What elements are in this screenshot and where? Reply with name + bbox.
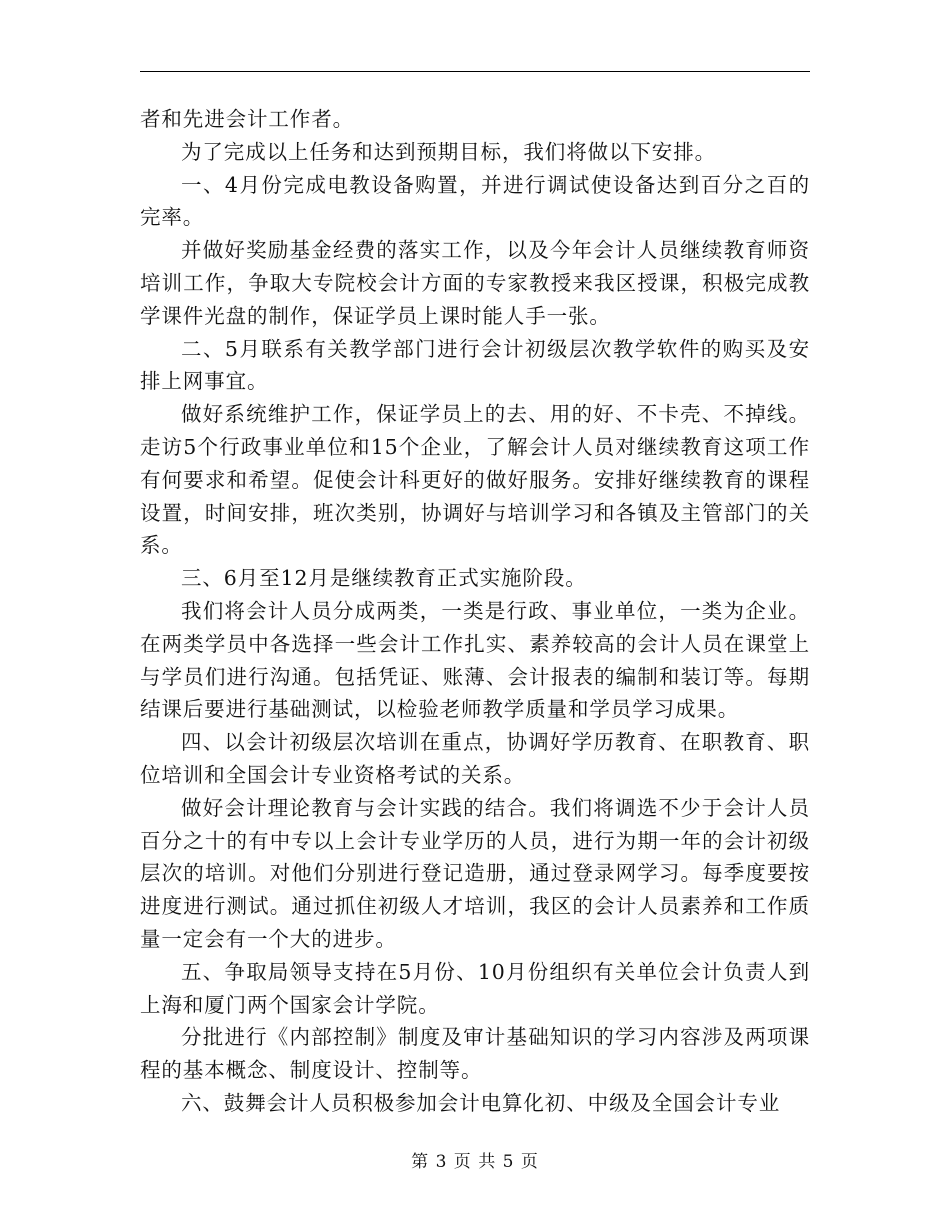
- paragraph: 六、鼓舞会计人员积极参加会计电算化初、中级及全国会计专业: [181, 1090, 781, 1115]
- paragraph: 二、5月联系有关教学部门进行会计初级层次教学软件的购买及安排上网事宜。: [140, 336, 810, 394]
- paragraph: 并做好奖励基金经费的落实工作，以及今年会计人员继续教育师资培训工作，争取大专院校会计方面的专家教授来我区授课，积极完成教学课件光盘的制作，保证学员上课时能人手一张。: [140, 238, 810, 328]
- paragraph: 做好系统维护工作，保证学员上的去、用的好、不卡壳、不掉线。走访5个行政事业单位和15个企业，了解会计人员对继续教育这项工作有何要求和希望。促使会计科更好的做好服务。安排好继续教育的课程设置，时间安排，班次类别，协调好与培训学习和各镇及主管部门的关系。: [140, 402, 810, 558]
- paragraph: 我们将会计人员分成两类，一类是行政、事业单位，一类为企业。在两类学员中各选择一些会计工作扎实、素养较高的会计人员在课堂上与学员们进行沟通。包括凭证、账薄、会计报表的编制和装订等。每期结课后要进行基础测试，以检验老师教学质量和学员学习成果。: [140, 598, 810, 722]
- page-number-footer: 第 3 页 共 5 页: [411, 1152, 539, 1172]
- paragraph: 四、以会计初级层次培训在重点，协调好学历教育、在职教育、职位培训和全国会计专业资格考试的关系。: [140, 730, 810, 787]
- paragraph: 做好会计理论教育与会计实践的结合。我们将调选不少于会计人员百分之十的有中专以上会计专业学历的人员，进行为期一年的会计初级层次的培训。对他们分别进行登记造册，通过登录网学习。每季度要按进度进行测试。通过抓住初级人才培训，我区的会计人员素养和工作质量一定会有一个大的进步。: [140, 795, 810, 951]
- paragraph: 一、4月份完成电教设备购置，并进行调试使设备达到百分之百的完率。: [140, 172, 810, 230]
- paragraph: 分批进行《内部控制》制度及审计基础知识的学习内容涉及两项课程的基本概念、制度设计、控制等。: [140, 1025, 810, 1083]
- header-rule: [140, 71, 810, 72]
- paragraph: 为了完成以上任务和达到预期目标，我们将做以下安排。: [181, 139, 716, 164]
- paragraph: 五、争取局领导支持在5月份、10月份组织有关单位会计负责人到上海和厦门两个国家会计学院。: [140, 959, 810, 1017]
- paragraph: 三、6月至12月是继续教育正式实施阶段。: [181, 566, 587, 591]
- paragraph: 者和先进会计工作者。: [140, 107, 354, 131]
- document-body: [140, 103, 810, 1120]
